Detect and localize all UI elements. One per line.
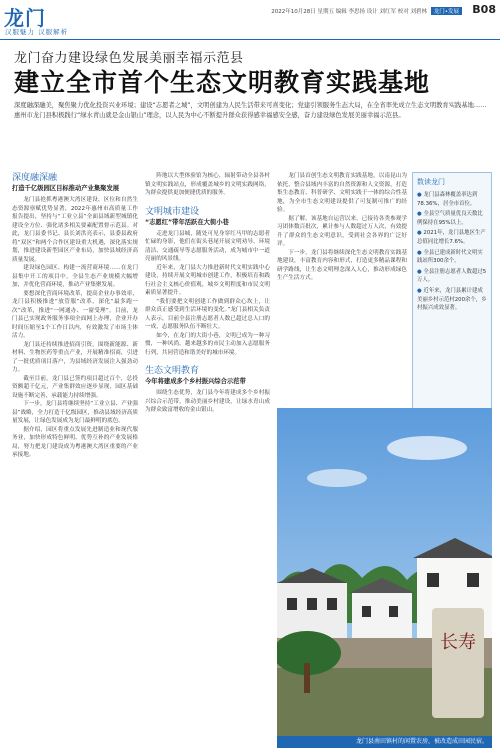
bullet-icon: ● — [417, 249, 424, 256]
paragraph: “我们要把文明创建工作做到群众心坎上，让群众真正感受到生活环境的变化。”龙门县相关负责人表示，目前全县注册志愿者人数已超过总人口的一成，志愿服务队伍不断壮大。 — [145, 298, 270, 330]
sidebar-item: ● 近年来，龙门县累计建成美丽乡村示范村200余个，乡村振兴成效显著。 — [417, 287, 487, 312]
article-lead: 深度融深融美，聚焦聚力优化投资兴业环境；建设“志愿者之城”，文明创建为人民生活带来可喜变化；党建引领服务生态大局，在全省率先成立生态文明教育实践基地……惠州市龙门县积极践行“绿水青山就是金山银山”理念，以人民为中心不断提升群众获得感幸福感安全感，奋力建设绿色发展美丽幸福示范县。 — [14, 102, 487, 119]
sidebar-item: ● 全县已建成新时代文明实践站所300余个。 — [417, 249, 483, 265]
section-tag: 龙门•发展 — [431, 7, 462, 15]
bullet-icon: ● — [417, 230, 424, 237]
column-1 — [12, 172, 138, 742]
sidebar-item: ● 2021年，龙门县地区生产总值同比增长7.6%。 — [417, 230, 486, 245]
stone-sign — [432, 608, 484, 718]
village-photo-illustration — [277, 408, 492, 736]
masthead-info — [271, 7, 462, 15]
issue-info: 2022年10月28日 星期五 编辑 李思扬 设计 刘红军 校对 刘碧林 — [271, 9, 427, 15]
paragraph: 据了解，该基地自运营以来，已接待各类参观学习团体数百批次，累计参与人数超过万人次，有效提升了群众的生态文明意识，受到社会各界的广泛好评。 — [277, 215, 407, 247]
article-kicker: 龙门奋力建设绿色发展美丽幸福示范县 — [14, 51, 244, 66]
section-title: 文明城市建设 — [145, 206, 200, 217]
sidebar-title: 数读龙门 — [417, 178, 445, 186]
section-title: 生态文明教育 — [145, 366, 200, 376]
paragraph: 龙门县还持续推进招商引资，围绕新能源、新材料、生物医药等重点产业，开展精准招商，引进了一批优质项目落户，为县域经济发展注入强劲动力。 — [12, 341, 138, 373]
paragraph: 截至目前，龙门县已签约项目超过百个，总投资额超千亿元，产业集群效应逐步显现，园区基础设施不断完善，承载能力持续增强。 — [12, 375, 138, 399]
section-subtitle: 今年将建成多个乡村振兴综合示范带 — [145, 378, 246, 385]
column-3 — [277, 172, 407, 407]
paragraph: 如今，在龙门的大街小巷，文明已成为一种习惯，一种风尚，越来越多的市民主动加入志愿服务行列，共同营造和谐美好的城市环境。 — [145, 332, 270, 356]
paragraph: 围绕生态优势，龙门县今年将建成多个乡村振兴综合示范带，推动美丽乡村建设，让绿水青山成为群众致富增收的金山银山。 — [145, 390, 270, 413]
paragraph: 阵地以大型体验馆为核心，辐射带动全县各村镇文明实践站点，形成覆盖城乡的文明实践网络，为群众提供更加便捷优质的服务。 — [145, 173, 270, 196]
paragraph: 龙门县抢抓粤港澳大湾区建设、区位和自然生态资源禀赋优势显著，2022年惠州市高质量工作报告提出，坚持与“工业立县”全面县域新型城镇化建设全方位、强化诸多相关要素配置督示范县。对此，龙门县委书记、县长刘洪亮表示，县委县政府将“双区”和两个合作区建设重大机遇，深化落实规划，推进建设新型园区产业布局，加快县域经济高质量发展。 — [12, 197, 138, 263]
section-subtitle: “志愿红”带年活跃在大街小巷 — [145, 218, 229, 226]
paragraph: 走进龙门县城，随处可见身穿红马甲的志愿者忙碌的身影，他们在街头巷尾开展文明劝导、环境清洁、交通疏导等志愿服务活动，成为城市中一道亮丽的风景线。 — [145, 230, 270, 262]
column-2 — [145, 172, 270, 742]
paragraph: 下一步，龙门县将继续坚持“工业立县、产业强县”战略，全力打造千亿级园区，推动县域经济高质量发展，让绿色发展成为龙门最鲜明的底色。 — [12, 401, 138, 424]
sidebar-item: ● 全县空气质量优良天数比例保持在95%以上。 — [417, 211, 483, 226]
article-headline: 建立全市首个生态文明教育实践基地 — [14, 68, 431, 97]
paragraph: 龙门县首创生态文明教育实践基地，以南昆山为依托，整合县域内丰富的自然资源和人文资源，打造集生态教育、科普研学、文明实践于一体的综合性基地，为全市生态文明建设提供了可复制可推广的经验。 — [277, 173, 407, 213]
masthead-logo: 龙门 — [4, 6, 46, 30]
bullet-icon: ● — [417, 211, 424, 218]
masthead-subtitle: 汉服魅力 汉服解析 — [5, 28, 69, 36]
data-sidebar — [412, 172, 492, 440]
paragraph: 建设绿色园区、构建一流营商环境……在龙门县集中开工的项目中，全县生态产业规模大幅增加，并优化营商环境，推动产业集聚发展。 — [12, 265, 138, 288]
paragraph: 近年来，龙门县大力推进新时代文明实践中心建设，持续开展文明城市创建工作，积极培育和践行社会主义核心价值观，城乡文明程度和市民文明素质显著提升。 — [145, 264, 270, 296]
masthead — [0, 0, 500, 40]
section-title: 深度融深融 — [12, 173, 58, 183]
paragraph: 要想深化营商环境改革，提高企业办事效率，龙门县积极推进“放管服”改革，深化“最多跑一次”改革，推进“一网通办、一窗受理”。目前，龙门县已实现政务服务事项全面网上办理，企业开办时间压缩至1个工作日以内，有效激发了市场主体活力。 — [12, 290, 138, 339]
photo-caption: 龙门县南田镇村的闲置农房，被改造成田园民宿。 — [277, 736, 492, 748]
sign-text: 长寿 — [440, 632, 476, 653]
paragraph: 据介绍，园区将重点发展先进制造业和现代服务业，加快形成特色鲜明、优势互补的产业发展格局，努力把龙门建设成为粤港澳大湾区重要的产业承接地。 — [12, 426, 138, 458]
bullet-icon: ● — [417, 192, 424, 198]
section-subtitle: 打造千亿级园区目标推动产业集聚发展 — [12, 185, 120, 192]
article-photo — [277, 408, 492, 736]
bullet-icon: ● — [417, 287, 424, 294]
bullet-icon: ● — [417, 268, 424, 275]
sidebar-item: ● 全县注册志愿者人数超过5万人。 — [417, 268, 487, 284]
paragraph: 下一步，龙门县将继续深化生态文明教育实践基地建设，丰富教育内容和形式，打造更多精品课程和研学路线，让生态文明理念深入人心，推动形成绿色生产生活方式。 — [277, 249, 407, 281]
sidebar-item: ● 龙门县森林覆盖率达到78.36%，居全市首位。 — [417, 192, 478, 207]
page-number: B08 — [472, 3, 496, 16]
